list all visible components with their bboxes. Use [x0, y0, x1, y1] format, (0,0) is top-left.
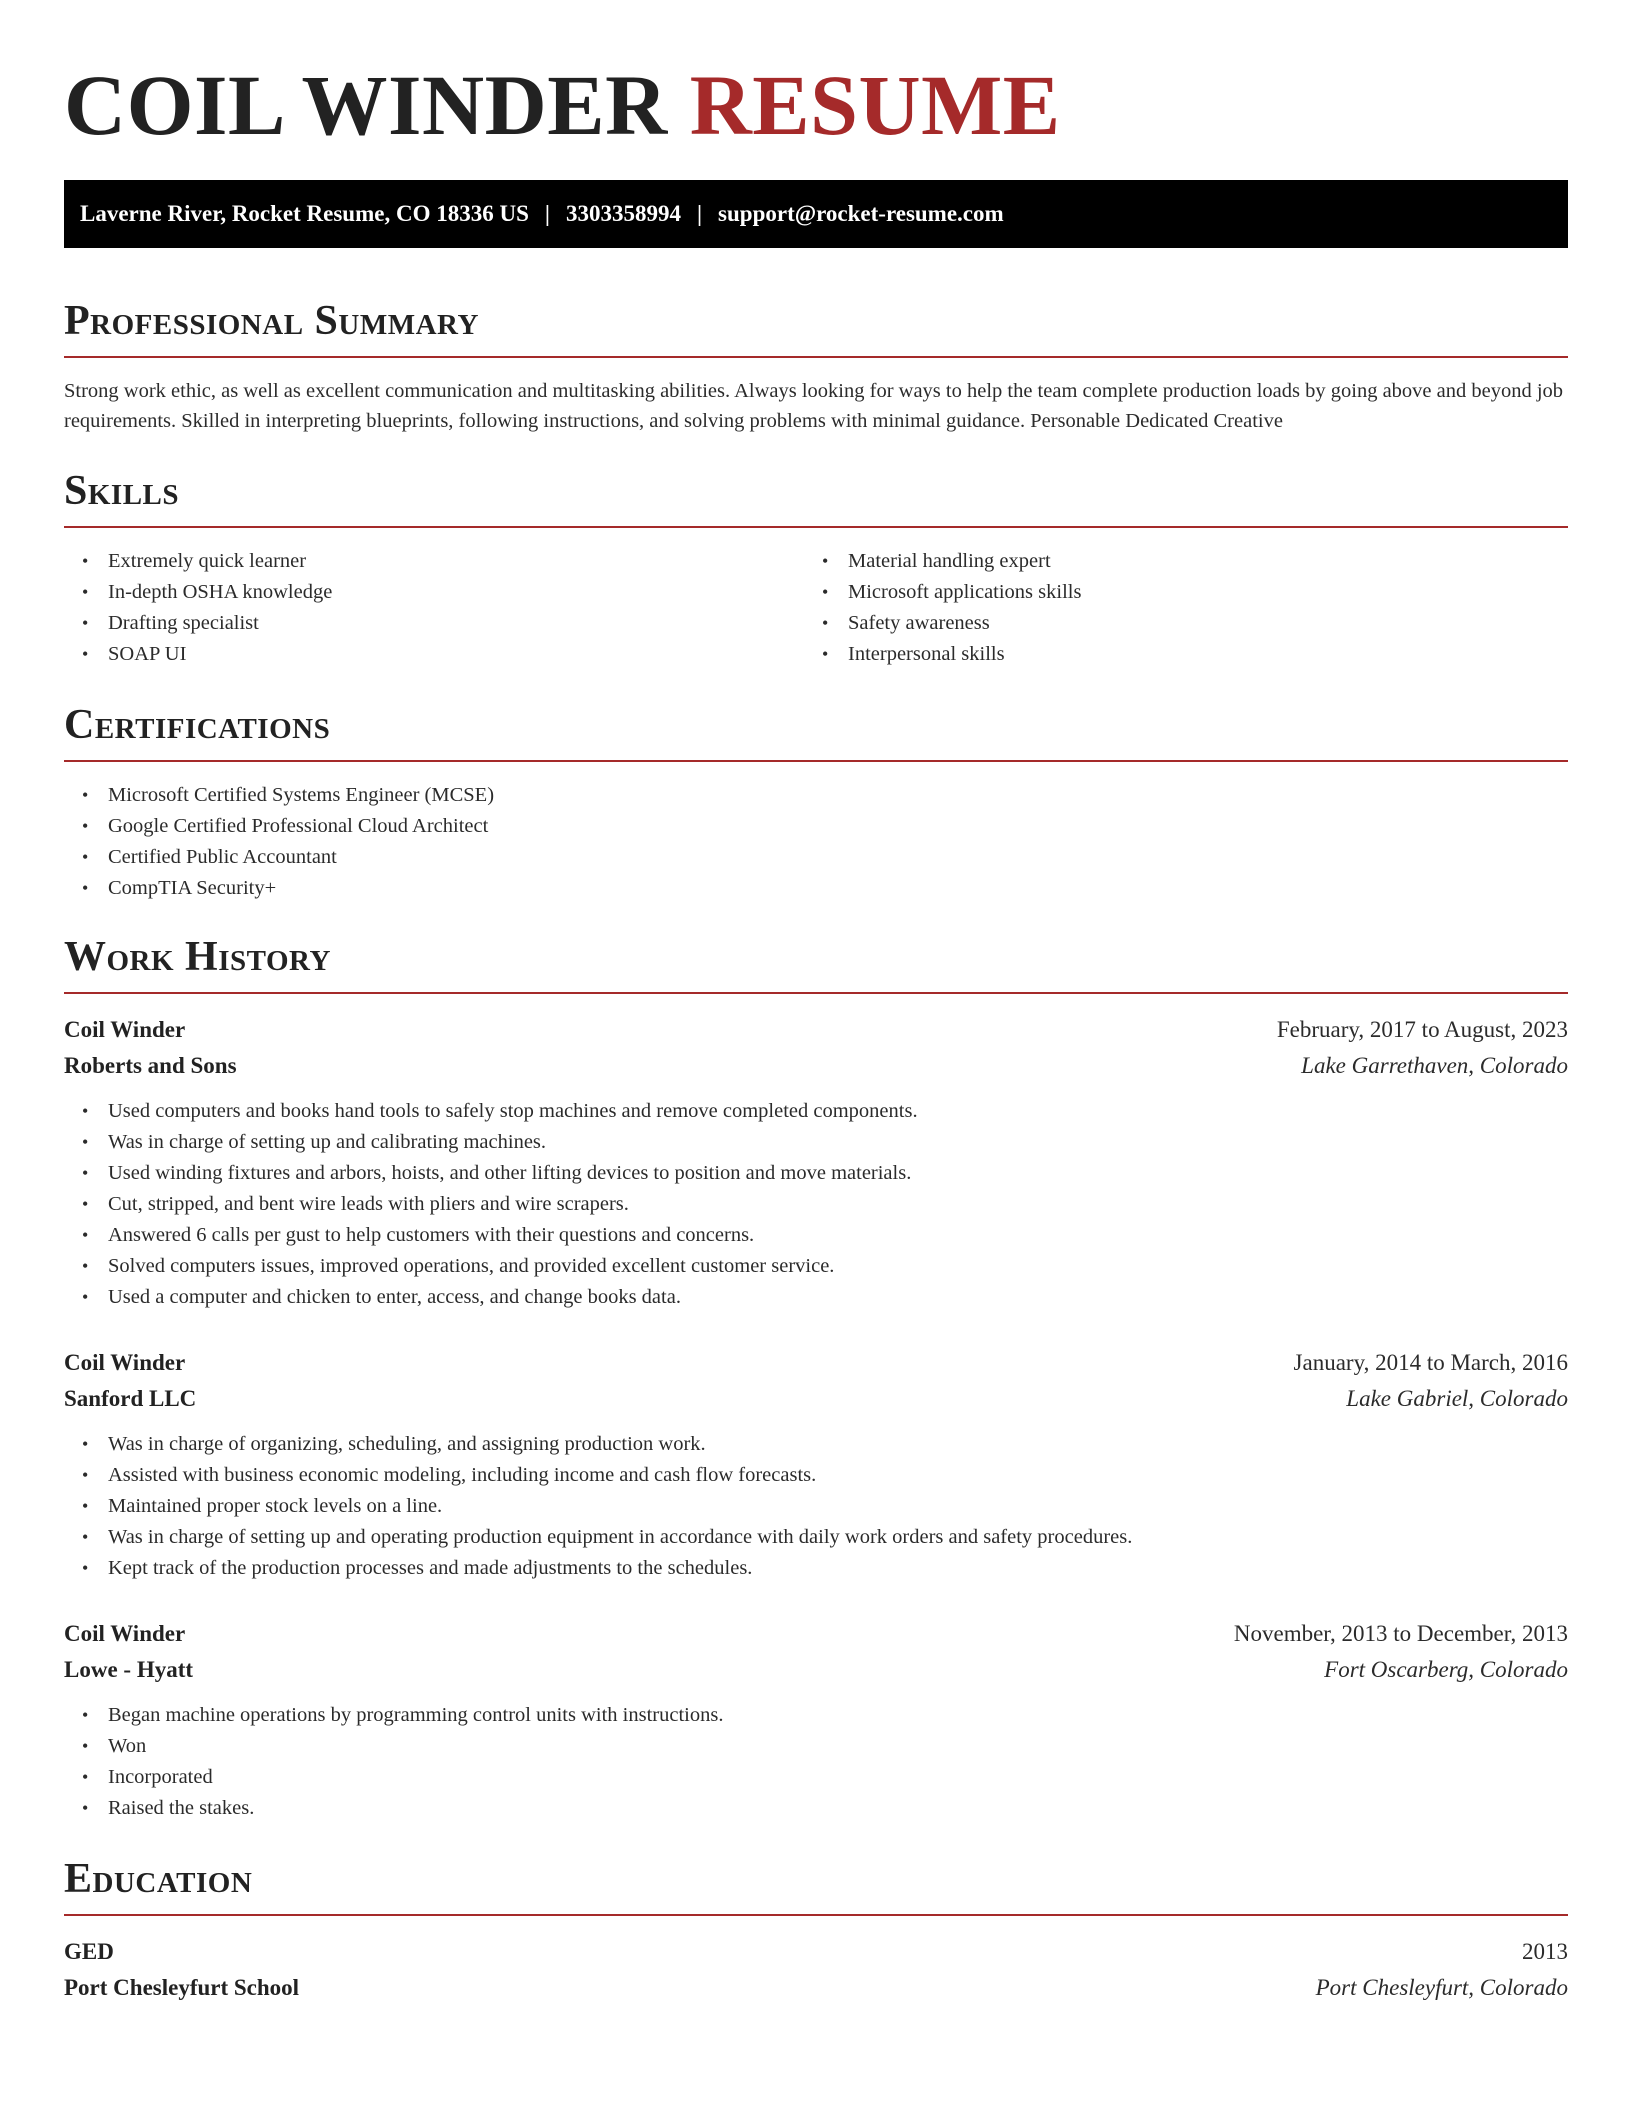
contact-address: Laverne River, Rocket Resume, CO 18336 US	[80, 201, 529, 226]
job-duty-item: • Was in charge of organizing, scheduling, and assigning production work.	[64, 1429, 1568, 1460]
job-title: Coil Winder	[64, 1017, 186, 1042]
job-entry	[64, 1012, 1568, 1313]
job-duty-item: • Began machine operations by programming control units with instructions.	[64, 1700, 1568, 1731]
education-school: Port Chesleyfurt School	[64, 1975, 300, 2000]
skill-item: • Drafting specialist	[64, 608, 816, 639]
job-duty-item: • Cut, stripped, and bent wire leads with pliers and wire scrapers.	[64, 1189, 1568, 1220]
certifications-section	[64, 704, 1568, 904]
education-section	[64, 1858, 1568, 2006]
section-heading-skills: Skills	[64, 468, 180, 514]
job-duty-item: • Kept track of the production processes and made adjustments to the schedules.	[64, 1553, 1568, 1584]
title-main: COIL WINDER	[64, 57, 668, 153]
contact-email: support@rocket-resume.com	[718, 201, 1004, 226]
certification-item: • Certified Public Accountant	[64, 842, 1568, 873]
job-entry	[64, 1345, 1568, 1584]
skill-item: • Interpersonal skills	[816, 639, 1568, 670]
education-degree: GED	[64, 1939, 114, 1964]
contact-phone: 3303358994	[565, 201, 681, 226]
section-heading-summary: Professional Summary	[64, 298, 479, 344]
job-dates: November, 2013 to December, 2013	[1233, 1621, 1568, 1646]
job-company-row	[64, 1652, 1568, 1688]
skills-section	[64, 470, 1568, 670]
job-company: Roberts and Sons	[64, 1053, 237, 1078]
job-duties-list	[64, 1429, 1568, 1584]
job-company-row	[64, 1381, 1568, 1417]
section-heading-certifications: Certifications	[64, 702, 331, 748]
title-accent: RESUME	[689, 57, 1061, 153]
education-location: Port Chesleyfurt, Colorado	[1315, 1975, 1568, 2000]
skill-item: • SOAP UI	[64, 639, 816, 670]
contact-separator: |	[696, 201, 703, 226]
section-divider	[64, 760, 1568, 762]
job-company: Lowe - Hyatt	[64, 1657, 194, 1682]
job-duty-item: • Incorporated	[64, 1762, 1568, 1793]
skill-item: • Microsoft applications skills	[816, 577, 1568, 608]
job-title-row	[64, 1616, 1568, 1652]
skill-item: • In-depth OSHA knowledge	[64, 577, 816, 608]
section-divider	[64, 1914, 1568, 1916]
job-duty-item: • Solved computers issues, improved operations, and provided excellent customer service.	[64, 1251, 1568, 1282]
education-entry	[64, 1934, 1568, 2006]
job-location: Lake Gabriel, Colorado	[1346, 1386, 1568, 1411]
job-duty-item: • Assisted with business economic modeling, including income and cash flow forecasts.	[64, 1460, 1568, 1491]
certification-item: • Microsoft Certified Systems Engineer (MCSE)	[64, 780, 1568, 811]
skill-item: • Extremely quick learner	[64, 546, 816, 577]
job-title: Coil Winder	[64, 1621, 186, 1646]
education-year: 2013	[1522, 1939, 1568, 1964]
job-duty-item: • Won	[64, 1731, 1568, 1762]
summary-section	[64, 300, 1568, 436]
job-duties-list	[64, 1096, 1568, 1313]
resume-title	[64, 57, 1568, 153]
job-duty-item: • Was in charge of setting up and operating production equipment in accordance with daily work orders and safety procedures.	[64, 1522, 1568, 1553]
job-title-row	[64, 1012, 1568, 1048]
job-title: Coil Winder	[64, 1350, 186, 1375]
section-heading-education: Education	[64, 1856, 253, 1902]
education-degree-row	[64, 1934, 1568, 1970]
job-duty-item: • Was in charge of setting up and calibrating machines.	[64, 1127, 1568, 1158]
certification-item: • Google Certified Professional Cloud Architect	[64, 811, 1568, 842]
job-duty-item: • Used winding fixtures and arbors, hoists, and other lifting devices to position and move materials.	[64, 1158, 1568, 1189]
summary-text: Strong work ethic, as well as excellent communication and multitasking abilities. Always looking for ways to help the team complete production loads by going above and beyond job requirements. Skilled in interpreting blueprints, following instructions, and solving problems with minimal guidance. Personable Dedicated Creative	[64, 380, 1564, 432]
contact-bar	[64, 180, 1568, 248]
contact-separator: |	[544, 201, 550, 226]
job-company-row	[64, 1048, 1568, 1084]
certification-item: • CompTIA Security+	[64, 873, 1568, 904]
job-dates: January, 2014 to March, 2016	[1293, 1350, 1568, 1375]
job-duty-item: • Answered 6 calls per gust to help customers with their questions and concerns.	[64, 1220, 1568, 1251]
job-location: Lake Garrethaven, Colorado	[1301, 1053, 1568, 1078]
skills-columns	[64, 528, 1568, 670]
job-duty-item: • Used a computer and chicken to enter, access, and change books data.	[64, 1282, 1568, 1313]
job-entry	[64, 1616, 1568, 1824]
skills-list-right	[816, 546, 1568, 670]
job-duties-list	[64, 1700, 1568, 1824]
job-company: Sanford LLC	[64, 1386, 197, 1411]
skills-list-left	[64, 546, 816, 670]
skill-item: • Material handling expert	[816, 546, 1568, 577]
skill-item: • Safety awareness	[816, 608, 1568, 639]
job-duty-item: • Used computers and books hand tools to safely stop machines and remove completed components.	[64, 1096, 1568, 1127]
job-dates: February, 2017 to August, 2023	[1276, 1017, 1568, 1042]
work-history-section	[64, 936, 1568, 1824]
section-heading-work-history: Work History	[64, 934, 331, 980]
education-school-row	[64, 1970, 1568, 2006]
certifications-list	[64, 780, 1568, 904]
job-title-row	[64, 1345, 1568, 1381]
job-duty-item: • Raised the stakes.	[64, 1793, 1568, 1824]
section-divider	[64, 992, 1568, 994]
job-duty-item: • Maintained proper stock levels on a line.	[64, 1491, 1568, 1522]
section-divider	[64, 356, 1568, 358]
job-location: Fort Oscarberg, Colorado	[1324, 1657, 1568, 1682]
